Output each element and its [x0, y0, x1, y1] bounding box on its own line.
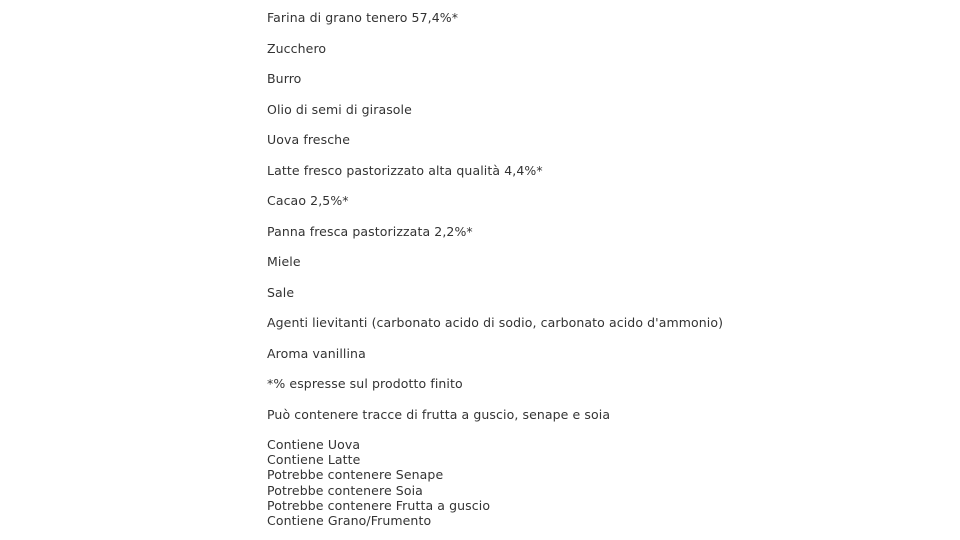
ingredient-line: Farina di grano tenero 57,4%*	[267, 10, 459, 25]
allergen-line: Potrebbe contenere Frutta a guscio	[267, 498, 491, 513]
ingredient-line: Burro	[267, 71, 302, 86]
ingredient-line: Olio di semi di girasole	[267, 102, 412, 117]
allergen-line: Potrebbe contenere Soia	[267, 483, 423, 498]
ingredient-line: Uova fresche	[267, 132, 350, 147]
ingredient-line: Panna fresca pastorizzata 2,2%*	[267, 224, 473, 239]
allergen-line: Contiene Grano/Frumento	[267, 513, 432, 528]
ingredient-line: Cacao 2,5%*	[267, 193, 349, 208]
percentage-note: *% espresse sul prodotto finito	[267, 376, 463, 391]
ingredient-line: Miele	[267, 254, 301, 269]
ingredient-line: Latte fresco pastorizzato alta qualità 4,4%*	[267, 163, 543, 178]
ingredient-line: Agenti lievitanti (carbonato acido di sodio, carbonato acido d'ammonio)	[267, 315, 724, 330]
allergen-line: Contiene Latte	[267, 452, 361, 467]
ingredient-line: Aroma vanillina	[267, 346, 366, 361]
ingredient-line: Zucchero	[267, 41, 327, 56]
traces-warning: Può contenere tracce di frutta a guscio, senape e soia	[267, 407, 611, 422]
ingredient-line: Sale	[267, 285, 295, 300]
allergen-line: Potrebbe contenere Senape	[267, 467, 444, 482]
allergen-line: Contiene Uova	[267, 437, 361, 452]
